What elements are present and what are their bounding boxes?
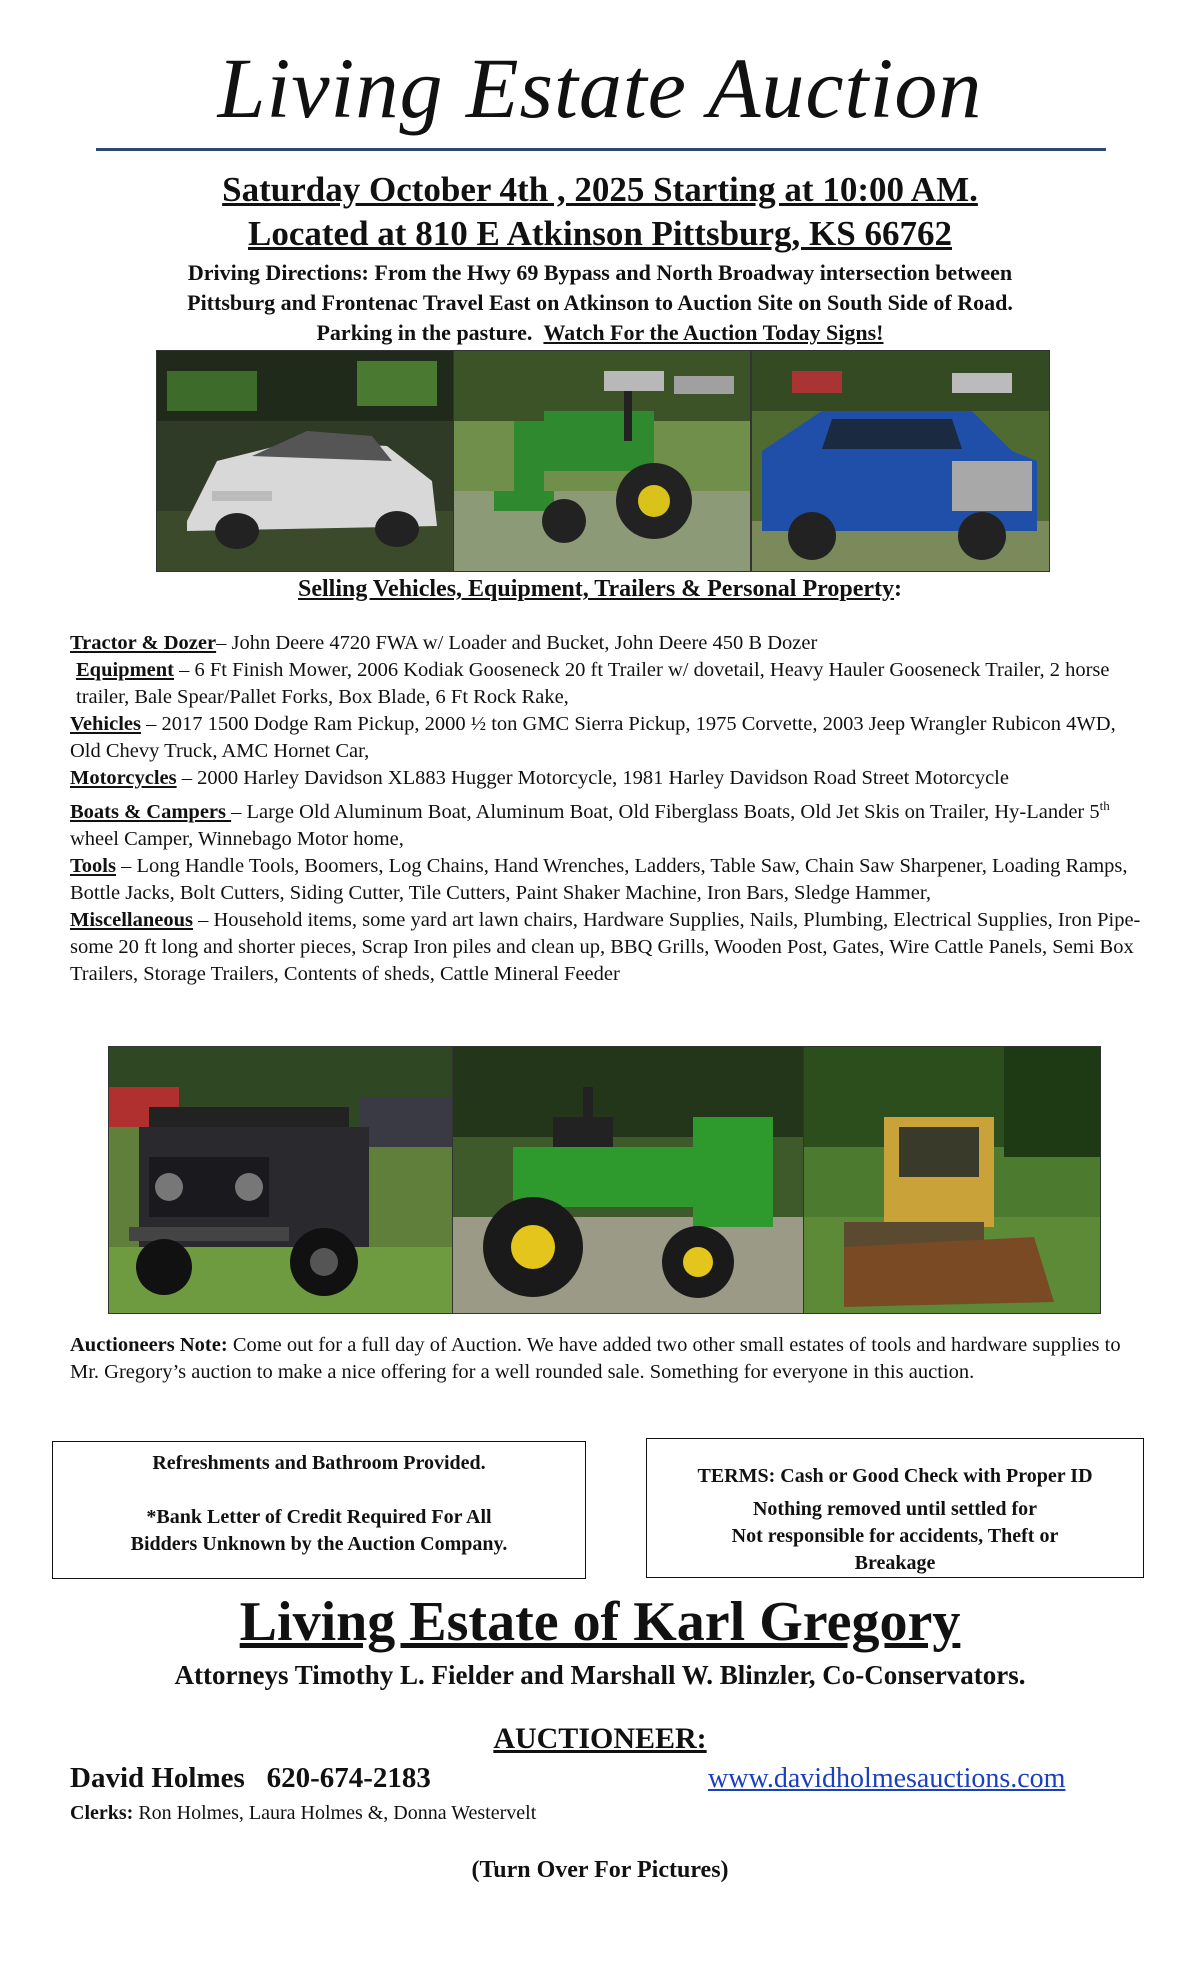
bidders-unknown-text: Bidders Unknown by the Auction Company. bbox=[130, 1533, 508, 1555]
bank-letter-text: *Bank Letter of Credit Required For All bbox=[146, 1506, 492, 1528]
ram-pickup-photo bbox=[751, 350, 1050, 572]
list-item bbox=[70, 907, 1150, 988]
directions-line-2: Pittsburg and Frontenac Travel East on Atkinson to Auction Site on South Side of Road. bbox=[187, 290, 1013, 315]
list-item bbox=[70, 657, 1150, 711]
terms-box bbox=[646, 1438, 1144, 1578]
auctioneer-heading: AUCTIONEER: bbox=[493, 1722, 707, 1755]
corvette-photo bbox=[156, 350, 454, 572]
terms-text: TERMS: Cash or Good Check with Proper ID bbox=[697, 1465, 1093, 1487]
category-label: Equipment bbox=[76, 659, 174, 681]
category-label: Motorcycles bbox=[70, 767, 177, 789]
list-item bbox=[70, 711, 1150, 765]
turn-over-note: (Turn Over For Pictures) bbox=[471, 1857, 729, 1883]
selling-heading-colon: : bbox=[894, 576, 902, 602]
auction-date: Saturday October 4th , 2025 Starting at 10:00 AM. bbox=[222, 170, 978, 209]
clerks-label: Clerks: bbox=[70, 1802, 134, 1824]
category-items: – Long Handle Tools, Boomers, Log Chains, Hand Wrenches, Ladders, Table Saw, Chain Saw Sharpener, Loading Ramps, Bottle Jacks, Bolt Cutters, Siding Cutter, Tile Cutters, Paint Shaker Machine, Iron Bars, Sledge Hammer, bbox=[70, 854, 1128, 904]
auction-location: Located at 810 E Atkinson Pittsburg, KS 66762 bbox=[248, 214, 952, 253]
list-item bbox=[70, 792, 1150, 853]
directions-line-1: Driving Directions: From the Hwy 69 Bypass and North Broadway intersection between bbox=[187, 260, 1013, 285]
category-label: Miscellaneous bbox=[70, 908, 193, 931]
category-label: Boats & Campers bbox=[70, 800, 232, 823]
auctioneer-website-link[interactable]: www.davidholmesauctions.com bbox=[708, 1763, 1066, 1794]
item-list bbox=[70, 630, 1150, 988]
flyer-title: Living Estate Auction bbox=[217, 40, 983, 136]
note-text: Come out for a full day of Auction. We have added two other small estates of tools and hardware supplies to Mr. Gregory’s auction to make a nice offering for a well rounded sale. Something for everyone in this auction. bbox=[70, 1334, 1121, 1383]
category-items: – John Deere 4720 FWA w/ Loader and Bucket, John Deere 450 B Dozer bbox=[216, 632, 818, 654]
category-items: – 2000 Harley Davidson XL883 Hugger Motorcycle, 1981 Harley Davidson Road Street Motorcycle bbox=[176, 767, 1009, 789]
category-items: – Household items, some yard art lawn chairs, Hardware Supplies, Nails, Plumbing, Electrical Supplies, Iron Pipe-some 20 ft long and shorter pieces, Scrap Iron piles and clean up, BBQ Grills, Wooden Post, Gates, Wire Cattle Panels, Semi Box Trailers, Storage Trailers, Contents of sheds, Cattle Mineral Feeder bbox=[70, 908, 1141, 985]
category-label: Vehicles bbox=[70, 713, 141, 735]
auctioneer-name: David Holmes bbox=[70, 1762, 245, 1794]
selling-heading-text: Selling Vehicles, Equipment, Trailers & Personal Property bbox=[298, 576, 894, 602]
watch-signs-text: Watch For the Auction Today Signs! bbox=[543, 320, 884, 345]
list-item bbox=[70, 853, 1150, 907]
auctioneer-contact bbox=[70, 1760, 431, 1796]
not-responsible-text: Not responsible for accidents, Theft or bbox=[731, 1525, 1059, 1547]
clerks-line bbox=[70, 1800, 536, 1826]
refreshments-text: Refreshments and Bathroom Provided. bbox=[152, 1452, 486, 1474]
parking-text: Parking in the pasture. bbox=[316, 320, 533, 345]
nothing-removed-text: Nothing removed until settled for bbox=[752, 1498, 1038, 1520]
jeep-photo bbox=[108, 1046, 453, 1314]
category-items-cont: wheel Camper, Winnebago Motor home, bbox=[70, 827, 404, 850]
category-items: – 6 Ft Finish Mower, 2006 Kodiak Gooseneck 20 ft Trailer w/ dovetail, Heavy Hauler Gooseneck Trailer, 2 horse trailer, Bale Spear/Pallet Forks, Box Blade, 6 Ft Rock Rake, bbox=[76, 659, 1110, 708]
breakage-text: Breakage bbox=[854, 1552, 936, 1574]
parking-line bbox=[0, 318, 1200, 348]
category-label: Tractor & Dozer bbox=[70, 632, 217, 654]
auctioneers-note bbox=[70, 1332, 1130, 1386]
attorneys-line: Attorneys Timothy L. Fielder and Marshall W. Blinzler, Co-Conservators. bbox=[174, 1660, 1026, 1690]
selling-heading bbox=[0, 573, 1200, 605]
list-item bbox=[70, 765, 1150, 792]
category-label: Tools bbox=[70, 854, 116, 877]
ordinal-suffix: th bbox=[1099, 798, 1110, 813]
category-items: – Large Old Aluminum Boat, Aluminum Boat, Old Fiberglass Boats, Old Jet Skis on Trailer, Hy-Lander 5 bbox=[231, 800, 1100, 823]
title-divider bbox=[96, 148, 1106, 151]
dozer-photo bbox=[803, 1046, 1101, 1314]
loader-tractor-photo bbox=[453, 350, 751, 572]
refreshments-box bbox=[52, 1441, 586, 1579]
auctioneer-phone: 620-674-2183 bbox=[266, 1762, 431, 1794]
estate-title: Living Estate of Karl Gregory bbox=[239, 1591, 961, 1653]
compact-tractor-photo bbox=[452, 1046, 804, 1314]
clerks-names: Ron Holmes, Laura Holmes &, Donna Westervelt bbox=[133, 1802, 537, 1824]
note-label: Auctioneers Note: bbox=[70, 1334, 228, 1356]
category-items: – 2017 1500 Dodge Ram Pickup, 2000 ½ ton GMC Sierra Pickup, 1975 Corvette, 2003 Jeep Wrangler Rubicon 4WD, Old Chevy Truck, AMC Hornet Car, bbox=[70, 713, 1116, 762]
list-item bbox=[70, 630, 1150, 657]
